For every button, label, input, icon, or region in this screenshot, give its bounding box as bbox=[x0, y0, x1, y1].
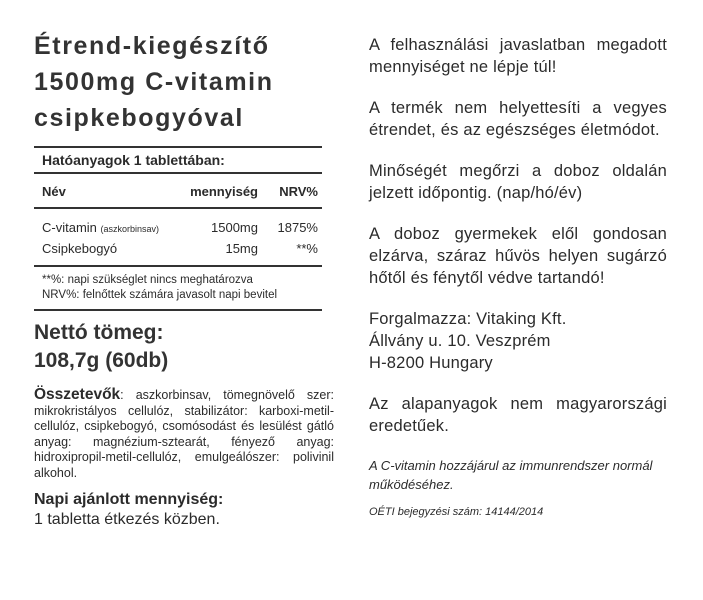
row-amount: 15mg bbox=[225, 241, 258, 256]
table-body bbox=[34, 209, 322, 267]
row-amount: 1500mg bbox=[211, 220, 258, 235]
title-line-1: Étrend-kiegészítő bbox=[34, 32, 270, 60]
table-row bbox=[34, 218, 322, 239]
note-1: **%: napi szükséglet nincs meghatározva bbox=[42, 274, 253, 286]
left-column bbox=[34, 28, 334, 530]
row-nrv: 1875% bbox=[277, 220, 318, 235]
health-claim: A C-vitamin hozzájárul az immunrendszer normál működéséhez. bbox=[369, 458, 653, 492]
dose-text: 1 tabletta étkezés közben. bbox=[34, 510, 220, 528]
diet-paragraph: A termék nem helyettesíti a vegyes étrendet, és az egészséges életmódot. bbox=[369, 99, 667, 139]
distributor-line: H-8200 Hungary bbox=[369, 354, 493, 372]
table-notes bbox=[34, 267, 322, 309]
ingredients-text: : aszkorbinsav, tömegnövelő szer: mikrokristályos cellulóz, stabilizátor: karboxi-metil-cellulóz, csipkebogyó, csomósodást és lesülést gátló anyag: magnézium-sztearát, fényező anyag: hidroxipropil-metil-cellulóz, emulgeálószer: polivinil alkohol. bbox=[34, 388, 334, 480]
table-row bbox=[34, 239, 322, 258]
net-weight-label: Nettó tömeg: bbox=[34, 321, 164, 344]
row-name: Csipkebogyó bbox=[42, 241, 118, 256]
registration-number: OÉTI bejegyzési szám: 14144/2014 bbox=[369, 506, 544, 518]
title-line-2: 1500mg C-vitamin bbox=[34, 68, 274, 96]
product-title bbox=[34, 28, 334, 136]
net-weight bbox=[34, 319, 334, 375]
nutrition-table bbox=[34, 146, 322, 311]
ingredients-label: Összetevők bbox=[34, 386, 121, 403]
row-nrv: **% bbox=[296, 241, 318, 256]
col-name-header: Név bbox=[42, 184, 66, 199]
col-nrv-header: NRV% bbox=[279, 184, 318, 199]
expiry-paragraph: Minőségét megőrzi a doboz oldalán jelzett időpontig. (nap/hó/év) bbox=[369, 162, 667, 202]
distributor-line: Állvány u. 10. Veszprém bbox=[369, 332, 551, 350]
row-name-note: (aszkorbinsav) bbox=[100, 224, 160, 234]
row-name bbox=[42, 218, 168, 239]
net-weight-value: 108,7g (60db) bbox=[34, 349, 169, 372]
table-header-row bbox=[34, 174, 322, 209]
note-2: NRV%: felnőttek számára javasolt napi bevitel bbox=[42, 289, 278, 301]
ingredients bbox=[34, 387, 334, 482]
title-line-3: csipkebogyóval bbox=[34, 104, 244, 132]
origin-paragraph: Az alapanyagok nem magyarországi eredetűek. bbox=[369, 395, 667, 435]
distributor bbox=[369, 308, 667, 374]
table-heading: Hatóanyagok 1 tablettában: bbox=[34, 148, 322, 174]
dose-label: Napi ajánlott mennyiség: bbox=[34, 490, 224, 508]
storage-paragraph: A doboz gyermekek elől gondosan elzárva, száraz hűvös helyen sugárzó hőtől és fénytől védve tartandó! bbox=[369, 225, 667, 287]
distributor-line: Forgalmazza: Vitaking Kft. bbox=[369, 310, 567, 328]
warning-paragraph: A felhasználási javaslatban megadott mennyiséget ne lépje túl! bbox=[369, 36, 667, 76]
row-name-text: C-vitamin bbox=[42, 220, 97, 235]
col-amount-header: mennyiség bbox=[190, 184, 258, 199]
right-column bbox=[369, 34, 667, 518]
